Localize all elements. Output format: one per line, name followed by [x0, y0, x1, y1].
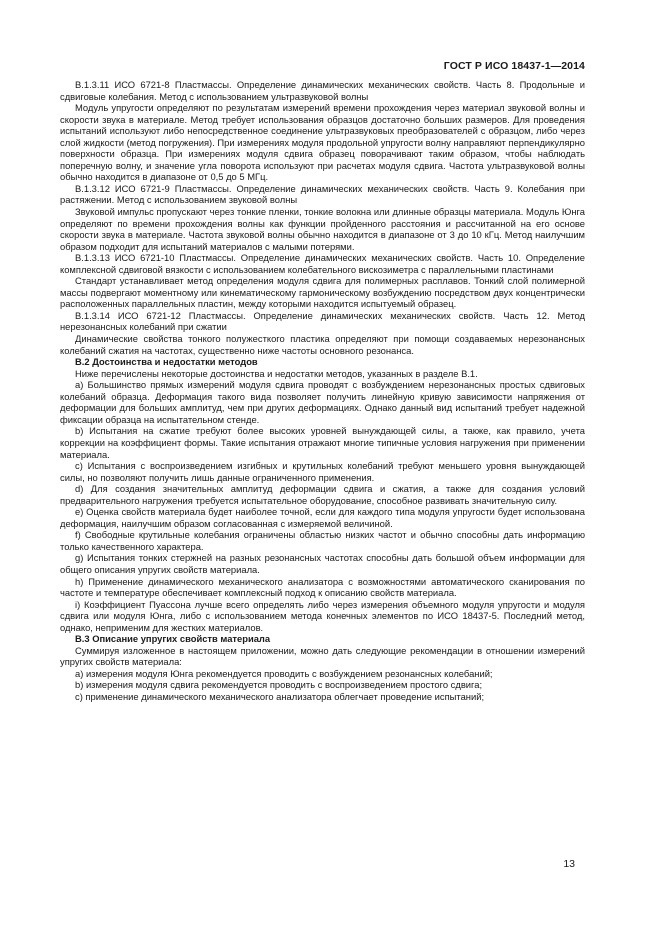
section-heading: В.3 Описание упругих свойств материала: [75, 633, 271, 645]
list-item: c) применение динамического механического анализатора облегчает проведение испытаний;: [75, 690, 485, 702]
page-number: 13: [563, 858, 575, 870]
document-body: [60, 79, 585, 703]
list-item: b) измерения модуля сдвига рекомендуется проводить с воспроизведением простого сдвига;: [75, 679, 483, 691]
paragraph: g) Испытания тонких стержней на разных резонансных частотах способны дать большой объем информации для общего описания упругих свойств материала.: [60, 552, 585, 575]
paragraph: а) Большинство прямых измерений модуля сдвига проводят с возбуждением нерезонансных простых сдвиговых колебаний образца. Деформация такого вида позволяет получить линейную кривую зависимости напряжения от деформации для больших амплитуд, чем при других деформациях. Однако данный вид испытаний требует надежной фиксации образца на испытательном стенде.: [60, 379, 585, 425]
paragraph: Модуль упругости определяют по результатам измерений времени прохождения через материал звуковой волны и скорости звука в материале. Метод требует использования образцов достаточно больших размеров. Для проведения испытаний используют либо непосредственное соединение ультразвуковых преобразователей с образцом, либо через слой жидкости (метод погружения). При измерениях модуля продольной упругости волну направляют перпендикулярно поверхности образца. При измерениях модуля сдвига образец поворачивают таким образом, чтобы наблюдать поперечную волну, и значение угла поворота используют при расчетах модуля сдвига. Частота ультразвуковой волны обычно находится в диапазоне от 0,5 до 5 МГц.: [60, 102, 585, 183]
paragraph: b) Испытания на сжатие требуют более высоких уровней вынуждающей силы, а также, как правило, учета коррекции на коэффициент формы. Такие испытания отражают многие типичные условия нагружения при применении материала.: [60, 425, 585, 460]
paragraph: f) Свободные крутильные колебания ограничены областью низких частот и обычно способны дать информацию только качественного характера.: [60, 529, 585, 552]
paragraph: i) Коэффициент Пуассона лучше всего определять либо через измерения объемного модуля упругости и модуля сдвига или модуля Юнга, либо с использованием метода конечных элементов по ИСО 18437-5. Последний метод, однако, неприменим для жестких материалов.: [60, 598, 585, 633]
standard-header: ГОСТ Р ИСО 18437-1—2014: [443, 60, 585, 72]
paragraph: В.1.3.11 ИСО 6721-8 Пластмассы. Определение динамических механических свойств. Часть 8. Продольные и сдвиговые колебания. Метод с использованием ультразвуковой волны: [60, 79, 585, 102]
paragraph: d) Для создания значительных амплитуд деформации сдвига и сжатия, а также для создания условий предварительного нагружения требуется испытательное оборудование, способное развивать значительную силу.: [60, 483, 585, 506]
paragraph: Звуковой импульс пропускают через тонкие пленки, тонкие волокна или длинные образцы материала. Модуль Юнга определяют по времени прохождения волны как функции пройденного расстояния и рассчитанной на его основе скорости звука в материале. Частота звуковой волны обычно находится в диапазоне от 3 до 10 кГц. Метод наилучшим образом подходит для испытаний материалов с малыми потерями.: [60, 206, 585, 252]
paragraph: В.1.3.12 ИСО 6721-9 Пластмассы. Определение динамических механических свойств. Часть 9. Колебания при растяжении. Метод с использованием звуковой волны: [60, 182, 585, 206]
paragraph: Суммируя изложенное в настоящем приложении, можно дать следующие рекомендации в отношении измерений упругих свойств материала:: [60, 644, 585, 668]
paragraph: В.1.3.14 ИСО 6721-12 Пластмассы. Определение динамических механических свойств. Часть 12. Метод нерезонансных колебаний при сжатии: [60, 309, 585, 333]
paragraph: Стандарт устанавливает метод определения модуля сдвига для полимерных расплавов. Тонкий слой полимерной массы подвергают моментному или кинематическому гармоническому возбуждению посредством двух концентрически расположенных параллельных пластин, между которыми находится испытуемый образец.: [60, 275, 585, 310]
paragraph: В.1.3.13 ИСО 6721-10 Пластмассы. Определение динамических механических свойств. Часть 10. Определение комплексной сдвиговой вязкости с использованием колебательного вискозиметра с параллельными пластинами: [60, 252, 585, 275]
paragraph: c) Испытания с воспроизведением изгибных и крутильных колебаний требуют меньшего уровня вынуждающей силы, но позволяют получить лишь данные ограниченного применения.: [60, 460, 585, 483]
paragraph: h) Применение динамического механического анализатора с возможностями автоматического сканирования по частоте и температуре обеспечивает комплексный подход к описанию свойств материала.: [60, 575, 585, 599]
paragraph: e) Оценка свойств материала будет наиболее точной, если для каждого типа модуля упругости будет использована деформация, наилучшим образом согласованная с измеряемой величиной.: [60, 506, 585, 529]
section-heading: В.2 Достоинства и недостатки методов: [75, 356, 258, 368]
list-item: а) измерения модуля Юнга рекомендуется проводить с возбуждением резонансных колебаний;: [75, 667, 493, 679]
paragraph: Динамические свойства тонкого полужесткого пластика определяют при помощи создаваемых нерезонансных колебаний сжатия на частотах, существенно ниже частоты основного резонанса.: [60, 333, 585, 356]
paragraph: Ниже перечислены некоторые достоинства и недостатки методов, указанных в разделе В.1.: [75, 367, 478, 379]
